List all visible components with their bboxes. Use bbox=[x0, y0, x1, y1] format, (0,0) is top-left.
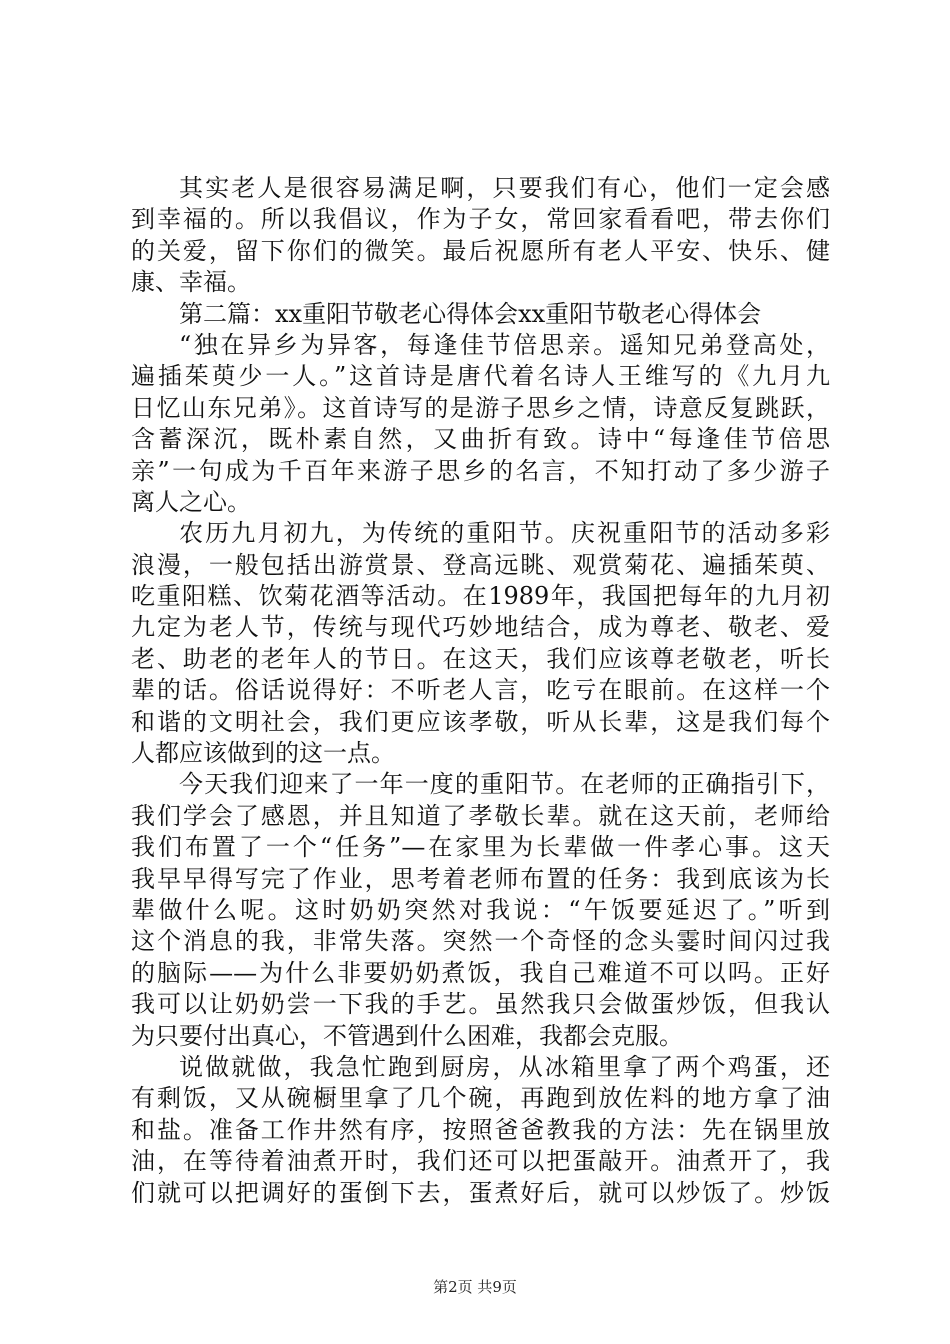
page-footer: 第2页 共9页 bbox=[433, 1278, 517, 1296]
text-line: 我们布置了一个“任务”—在家里为长辈做一件孝心事。这天 bbox=[131, 833, 830, 862]
text-line: 康、幸福。 bbox=[131, 268, 251, 297]
text-line: 的关爱，留下你们的微笑。最后祝愿所有老人平安、快乐、健 bbox=[131, 236, 830, 265]
text-line: 遍插茱萸少一人。”这首诗是唐代着名诗人王维写的《九月九 bbox=[131, 362, 830, 391]
text-line: 今天我们迎来了一年一度的重阳节。在老师的正确指引下， bbox=[179, 770, 830, 799]
document-body bbox=[131, 173, 830, 1209]
text-line: 到幸福的。所以我倡议，作为子女，常回家看看吧，带去你们 bbox=[131, 205, 830, 234]
text-line: 和谐的文明社会，我们更应该孝敬，听从长辈，这是我们每个 bbox=[131, 707, 830, 736]
text-line: 农历九月初九，为传统的重阳节。庆祝重阳节的活动多彩 bbox=[179, 519, 830, 548]
text-line: 人都应该做到的这一点。 bbox=[131, 739, 395, 768]
text-line: 含蓄深沉，既朴素自然，又曲折有致。诗中“每逢佳节倍思 bbox=[131, 425, 830, 454]
text-line: 吃重阳糕、饮菊花酒等活动。在1989年，我国把每年的九月初 bbox=[131, 582, 830, 611]
text-line: 其实老人是很容易满足啊，只要我们有心，他们一定会感 bbox=[179, 174, 830, 202]
text-line: 和盐。准备工作井然有序，按照爸爸教我的方法：先在锅里放 bbox=[131, 1115, 830, 1144]
text-line: 九定为老人节，传统与现代巧妙地结合，成为尊老、敬老、爱 bbox=[131, 613, 830, 642]
text-line: 辈的话。俗话说得好：不听老人言，吃亏在眼前。在这样一个 bbox=[131, 676, 830, 705]
text-line: 我们学会了感恩，并且知道了孝敬长辈。就在这天前，老师给 bbox=[131, 801, 830, 830]
text-line: 们就可以把调好的蛋倒下去，蛋煮好后，就可以炒饭了。炒饭 bbox=[131, 1178, 830, 1207]
text-line: 有剩饭，又从碗橱里拿了几个碗，再跑到放佐料的地方拿了油 bbox=[131, 1084, 830, 1113]
text-line: 油，在等待着油煮开时，我们还可以把蛋敲开。油煮开了，我 bbox=[131, 1147, 830, 1176]
text-line: 的脑际——为什么非要奶奶煮饭，我自己难道不可以吗。正好 bbox=[131, 958, 830, 987]
text-line: 亲”一句成为千百年来游子思乡的名言，不知打动了多少游子 bbox=[131, 456, 830, 485]
text-line: 浪漫，一般包括出游赏景、登高远眺、观赏菊花、遍插茱萸、 bbox=[131, 550, 830, 579]
text-line: “独在异乡为异客，每逢佳节倍思亲。遥知兄弟登高处， bbox=[179, 330, 830, 359]
text-line: 这个消息的我，非常失落。突然一个奇怪的念头霎时间闪过我 bbox=[131, 927, 830, 956]
text-line: 说做就做，我急忙跑到厨房，从冰箱里拿了两个鸡蛋，还 bbox=[179, 1052, 830, 1081]
text-line: 我早早得写完了作业，思考着老师布置的任务：我到底该为长 bbox=[131, 864, 830, 893]
text-line: 老、助老的老年人的节日。在这天，我们应该尊老敬老，听长 bbox=[131, 644, 830, 673]
text-line: 我可以让奶奶尝一下我的手艺。虽然我只会做蛋炒饭，但我认 bbox=[131, 990, 830, 1019]
text-line: 为只要付出真心，不管遇到什么困难，我都会克服。 bbox=[131, 1021, 683, 1050]
text-line: 离人之心。 bbox=[131, 487, 251, 516]
section-heading: 第二篇：xx重阳节敬老心得体会xx重阳节敬老心得体会 bbox=[179, 299, 762, 328]
text-line: 辈做什么呢。这时奶奶突然对我说：“午饭要延迟了。”听到 bbox=[131, 895, 830, 924]
text-line: 日忆山东兄弟》。这首诗写的是游子思乡之情，诗意反复跳跃， bbox=[131, 393, 830, 422]
